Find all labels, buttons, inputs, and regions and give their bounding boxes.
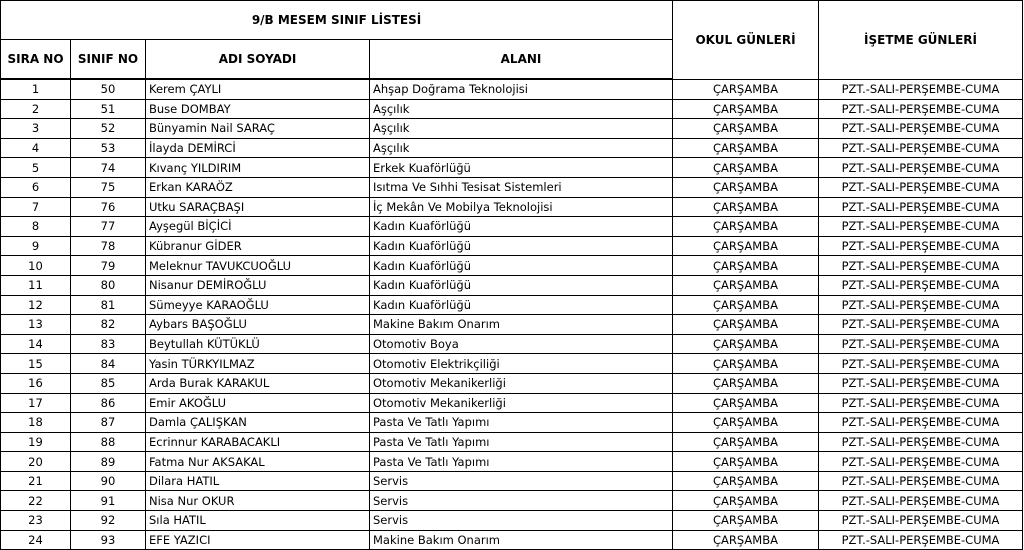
table-row	[1, 315, 1023, 335]
cell-adi-soyadi: Sümeyye KARAOĞLU	[146, 295, 370, 315]
table-row	[1, 158, 1023, 178]
cell-isletme-gunleri: PZT.-SALI-PERŞEMBE-CUMA	[819, 158, 1023, 178]
cell-okul-gunleri: ÇARŞAMBA	[673, 354, 819, 374]
cell-sinif-no: 81	[71, 295, 146, 315]
cell-adi-soyadi: Ayşegül BİÇİCİ	[146, 217, 370, 237]
cell-sira-no: 23	[1, 511, 71, 531]
cell-okul-gunleri: ÇARŞAMBA	[673, 79, 819, 99]
table-row	[1, 99, 1023, 119]
cell-sinif-no: 88	[71, 432, 146, 452]
cell-alani: Otomotiv Mekanikerliği	[370, 373, 673, 393]
cell-okul-gunleri: ÇARŞAMBA	[673, 432, 819, 452]
cell-sira-no: 20	[1, 452, 71, 472]
header-okul-gunleri: OKUL GÜNLERİ	[673, 1, 819, 80]
cell-sira-no: 8	[1, 217, 71, 237]
cell-sinif-no: 78	[71, 236, 146, 256]
cell-sinif-no: 84	[71, 354, 146, 374]
header-alani: ALANI	[370, 40, 673, 80]
cell-isletme-gunleri: PZT.-SALI-PERŞEMBE-CUMA	[819, 236, 1023, 256]
cell-adi-soyadi: Nisa Nur OKUR	[146, 491, 370, 511]
table-row	[1, 275, 1023, 295]
cell-sira-no: 18	[1, 413, 71, 433]
cell-adi-soyadi: Erkan KARAÖZ	[146, 177, 370, 197]
cell-alani: Pasta Ve Tatlı Yapımı	[370, 413, 673, 433]
cell-okul-gunleri: ÇARŞAMBA	[673, 530, 819, 550]
cell-isletme-gunleri: PZT.-SALI-PERŞEMBE-CUMA	[819, 393, 1023, 413]
cell-isletme-gunleri: PZT.-SALI-PERŞEMBE-CUMA	[819, 530, 1023, 550]
cell-adi-soyadi: Arda Burak KARAKUL	[146, 373, 370, 393]
cell-adi-soyadi: Damla ÇALIŞKAN	[146, 413, 370, 433]
cell-okul-gunleri: ÇARŞAMBA	[673, 236, 819, 256]
cell-adi-soyadi: Nisanur DEMİROĞLU	[146, 275, 370, 295]
cell-isletme-gunleri: PZT.-SALI-PERŞEMBE-CUMA	[819, 471, 1023, 491]
cell-sinif-no: 91	[71, 491, 146, 511]
table-row	[1, 236, 1023, 256]
cell-isletme-gunleri: PZT.-SALI-PERŞEMBE-CUMA	[819, 334, 1023, 354]
cell-okul-gunleri: ÇARŞAMBA	[673, 256, 819, 276]
cell-alani: Isıtma Ve Sıhhi Tesisat Sistemleri	[370, 177, 673, 197]
cell-sinif-no: 80	[71, 275, 146, 295]
cell-okul-gunleri: ÇARŞAMBA	[673, 452, 819, 472]
cell-sira-no: 21	[1, 471, 71, 491]
cell-alani: Kadın Kuaförlüğü	[370, 217, 673, 237]
cell-sira-no: 15	[1, 354, 71, 374]
cell-sira-no: 9	[1, 236, 71, 256]
cell-okul-gunleri: ÇARŞAMBA	[673, 373, 819, 393]
cell-adi-soyadi: Kerem ÇAYLI	[146, 79, 370, 99]
cell-okul-gunleri: ÇARŞAMBA	[673, 511, 819, 531]
cell-sinif-no: 83	[71, 334, 146, 354]
cell-sira-no: 13	[1, 315, 71, 335]
cell-alani: Pasta Ve Tatlı Yapımı	[370, 452, 673, 472]
table-body	[1, 79, 1023, 550]
cell-alani: Aşçılık	[370, 99, 673, 119]
header-adi-soyadi: ADI SOYADI	[146, 40, 370, 80]
cell-alani: Makine Bakım Onarım	[370, 315, 673, 335]
cell-alani: Otomotiv Boya	[370, 334, 673, 354]
table-row	[1, 119, 1023, 139]
cell-isletme-gunleri: PZT.-SALI-PERŞEMBE-CUMA	[819, 119, 1023, 139]
cell-adi-soyadi: Utku SARAÇBAŞI	[146, 197, 370, 217]
cell-alani: Aşçılık	[370, 138, 673, 158]
cell-isletme-gunleri: PZT.-SALI-PERŞEMBE-CUMA	[819, 354, 1023, 374]
cell-sira-no: 4	[1, 138, 71, 158]
cell-isletme-gunleri: PZT.-SALI-PERŞEMBE-CUMA	[819, 79, 1023, 99]
cell-sira-no: 22	[1, 491, 71, 511]
cell-okul-gunleri: ÇARŞAMBA	[673, 217, 819, 237]
table-row	[1, 413, 1023, 433]
cell-isletme-gunleri: PZT.-SALI-PERŞEMBE-CUMA	[819, 138, 1023, 158]
header-isletme-gunleri: İŞETME GÜNLERİ	[819, 1, 1023, 80]
table-row	[1, 79, 1023, 99]
cell-adi-soyadi: Fatma Nur AKSAKAL	[146, 452, 370, 472]
cell-sira-no: 10	[1, 256, 71, 276]
cell-alani: Kadın Kuaförlüğü	[370, 256, 673, 276]
table-row	[1, 256, 1023, 276]
cell-sira-no: 3	[1, 119, 71, 139]
cell-isletme-gunleri: PZT.-SALI-PERŞEMBE-CUMA	[819, 217, 1023, 237]
table-row	[1, 471, 1023, 491]
cell-sira-no: 11	[1, 275, 71, 295]
cell-sinif-no: 52	[71, 119, 146, 139]
cell-sinif-no: 87	[71, 413, 146, 433]
cell-adi-soyadi: EFE YAZICI	[146, 530, 370, 550]
cell-adi-soyadi: Bünyamin Nail SARAÇ	[146, 119, 370, 139]
cell-sira-no: 7	[1, 197, 71, 217]
table-row	[1, 511, 1023, 531]
cell-sira-no: 24	[1, 530, 71, 550]
table-row	[1, 295, 1023, 315]
cell-adi-soyadi: İlayda DEMİRCİ	[146, 138, 370, 158]
cell-okul-gunleri: ÇARŞAMBA	[673, 295, 819, 315]
cell-okul-gunleri: ÇARŞAMBA	[673, 393, 819, 413]
cell-sinif-no: 90	[71, 471, 146, 491]
cell-sinif-no: 51	[71, 99, 146, 119]
cell-okul-gunleri: ÇARŞAMBA	[673, 275, 819, 295]
cell-alani: Servis	[370, 471, 673, 491]
cell-isletme-gunleri: PZT.-SALI-PERŞEMBE-CUMA	[819, 295, 1023, 315]
cell-alani: Servis	[370, 511, 673, 531]
cell-adi-soyadi: Meleknur TAVUKCUOĞLU	[146, 256, 370, 276]
cell-alani: Pasta Ve Tatlı Yapımı	[370, 432, 673, 452]
cell-sinif-no: 76	[71, 197, 146, 217]
cell-sinif-no: 82	[71, 315, 146, 335]
cell-alani: Makine Bakım Onarım	[370, 530, 673, 550]
cell-alani: İç Mekân Ve Mobilya Teknolojisi	[370, 197, 673, 217]
cell-alani: Erkek Kuaförlüğü	[370, 158, 673, 178]
cell-okul-gunleri: ÇARŞAMBA	[673, 99, 819, 119]
cell-sinif-no: 74	[71, 158, 146, 178]
cell-isletme-gunleri: PZT.-SALI-PERŞEMBE-CUMA	[819, 256, 1023, 276]
header-sira-no: SIRA NO	[1, 40, 71, 80]
cell-alani: Kadın Kuaförlüğü	[370, 236, 673, 256]
cell-alani: Kadın Kuaförlüğü	[370, 275, 673, 295]
cell-isletme-gunleri: PZT.-SALI-PERŞEMBE-CUMA	[819, 177, 1023, 197]
table-row	[1, 373, 1023, 393]
cell-okul-gunleri: ÇARŞAMBA	[673, 197, 819, 217]
cell-adi-soyadi: Kübranur GİDER	[146, 236, 370, 256]
table-row	[1, 491, 1023, 511]
cell-adi-soyadi: Yasin TÜRKYILMAZ	[146, 354, 370, 374]
cell-isletme-gunleri: PZT.-SALI-PERŞEMBE-CUMA	[819, 511, 1023, 531]
cell-sinif-no: 92	[71, 511, 146, 531]
table-row	[1, 217, 1023, 237]
cell-adi-soyadi: Buse DOMBAY	[146, 99, 370, 119]
cell-sira-no: 6	[1, 177, 71, 197]
table-row	[1, 452, 1023, 472]
cell-adi-soyadi: Kıvanç YILDIRIM	[146, 158, 370, 178]
cell-adi-soyadi: Ecrinnur KARABACAKLI	[146, 432, 370, 452]
cell-okul-gunleri: ÇARŞAMBA	[673, 138, 819, 158]
table-title: 9/B MESEM SINIF LİSTESİ	[1, 1, 673, 40]
cell-sinif-no: 79	[71, 256, 146, 276]
cell-sinif-no: 77	[71, 217, 146, 237]
cell-okul-gunleri: ÇARŞAMBA	[673, 315, 819, 335]
cell-sira-no: 1	[1, 79, 71, 99]
cell-sira-no: 17	[1, 393, 71, 413]
cell-isletme-gunleri: PZT.-SALI-PERŞEMBE-CUMA	[819, 432, 1023, 452]
cell-isletme-gunleri: PZT.-SALI-PERŞEMBE-CUMA	[819, 373, 1023, 393]
cell-sinif-no: 53	[71, 138, 146, 158]
cell-isletme-gunleri: PZT.-SALI-PERŞEMBE-CUMA	[819, 275, 1023, 295]
table-row	[1, 393, 1023, 413]
cell-sinif-no: 93	[71, 530, 146, 550]
cell-alani: Kadın Kuaförlüğü	[370, 295, 673, 315]
table-row	[1, 432, 1023, 452]
header-sinif-no: SINIF NO	[71, 40, 146, 80]
cell-sinif-no: 85	[71, 373, 146, 393]
cell-isletme-gunleri: PZT.-SALI-PERŞEMBE-CUMA	[819, 197, 1023, 217]
cell-adi-soyadi: Emir AKOĞLU	[146, 393, 370, 413]
cell-okul-gunleri: ÇARŞAMBA	[673, 491, 819, 511]
cell-sira-no: 19	[1, 432, 71, 452]
cell-adi-soyadi: Dilara HATIL	[146, 471, 370, 491]
cell-sira-no: 16	[1, 373, 71, 393]
table-row	[1, 197, 1023, 217]
cell-okul-gunleri: ÇARŞAMBA	[673, 177, 819, 197]
cell-adi-soyadi: Beytullah KÜTÜKLÜ	[146, 334, 370, 354]
cell-sinif-no: 86	[71, 393, 146, 413]
cell-sira-no: 14	[1, 334, 71, 354]
cell-okul-gunleri: ÇARŞAMBA	[673, 334, 819, 354]
cell-isletme-gunleri: PZT.-SALI-PERŞEMBE-CUMA	[819, 491, 1023, 511]
cell-alani: Ahşap Doğrama Teknolojisi	[370, 79, 673, 99]
cell-sira-no: 2	[1, 99, 71, 119]
cell-okul-gunleri: ÇARŞAMBA	[673, 119, 819, 139]
table-row	[1, 334, 1023, 354]
cell-sira-no: 5	[1, 158, 71, 178]
cell-isletme-gunleri: PZT.-SALI-PERŞEMBE-CUMA	[819, 413, 1023, 433]
table-row	[1, 354, 1023, 374]
cell-sira-no: 12	[1, 295, 71, 315]
cell-isletme-gunleri: PZT.-SALI-PERŞEMBE-CUMA	[819, 99, 1023, 119]
cell-sinif-no: 75	[71, 177, 146, 197]
cell-okul-gunleri: ÇARŞAMBA	[673, 471, 819, 491]
cell-alani: Aşçılık	[370, 119, 673, 139]
cell-alani: Otomotiv Mekanikerliği	[370, 393, 673, 413]
cell-sinif-no: 50	[71, 79, 146, 99]
table-row	[1, 138, 1023, 158]
cell-okul-gunleri: ÇARŞAMBA	[673, 413, 819, 433]
cell-isletme-gunleri: PZT.-SALI-PERŞEMBE-CUMA	[819, 452, 1023, 472]
table-row	[1, 177, 1023, 197]
cell-alani: Otomotiv Elektrikçiliği	[370, 354, 673, 374]
cell-isletme-gunleri: PZT.-SALI-PERŞEMBE-CUMA	[819, 315, 1023, 335]
cell-okul-gunleri: ÇARŞAMBA	[673, 158, 819, 178]
cell-adi-soyadi: Sıla HATIL	[146, 511, 370, 531]
cell-adi-soyadi: Aybars BAŞOĞLU	[146, 315, 370, 335]
cell-alani: Servis	[370, 491, 673, 511]
cell-sinif-no: 89	[71, 452, 146, 472]
